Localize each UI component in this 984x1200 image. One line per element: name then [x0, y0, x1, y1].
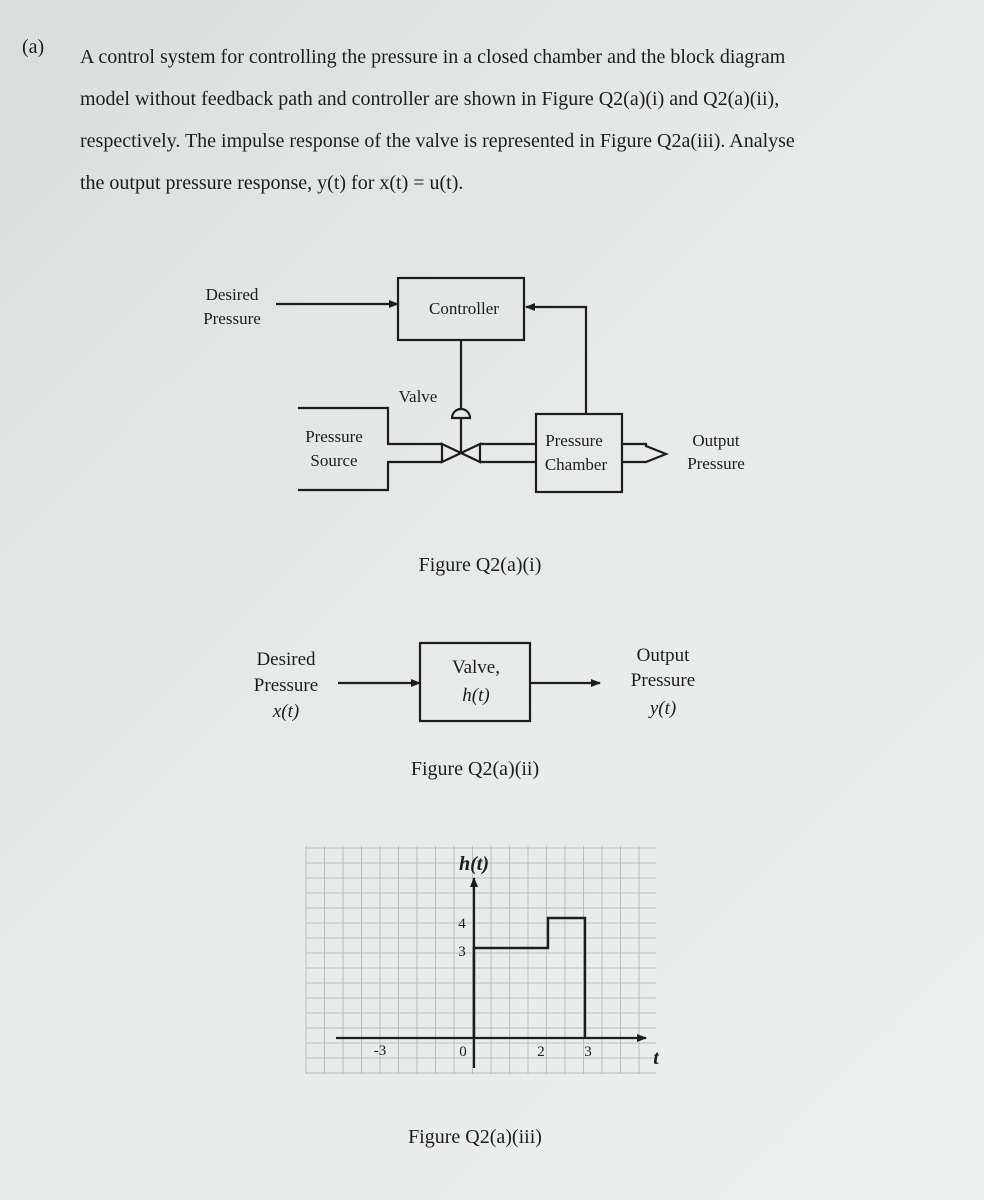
input-label: Desired: [256, 649, 316, 670]
figure-caption: Figure Q2(a)(ii): [410, 758, 540, 780]
figure-caption: Figure Q2(a)(i): [418, 554, 542, 576]
valve-actuator: [452, 409, 470, 418]
valve-label: Valve: [398, 387, 438, 406]
valve-block: [420, 643, 530, 721]
impulse-response-plot: [306, 846, 660, 1074]
x-tick-label: 0: [459, 1044, 467, 1060]
output-label: Output: [636, 645, 690, 666]
plot-xlabel: t: [653, 1047, 659, 1069]
input-label: Pressure: [253, 675, 319, 696]
question-line: A control system for controlling the pressure in a closed chamber and the block diagram: [80, 46, 786, 68]
pressure-chamber-label: Pressure: [545, 431, 603, 450]
plot-grid: [306, 846, 656, 1074]
y-tick-label: 3: [458, 944, 466, 960]
output-nozzle: [622, 444, 666, 462]
x-tick-label: 3: [584, 1044, 592, 1060]
output-signal: y(t): [649, 698, 677, 719]
pressure-chamber-label: Chamber: [544, 455, 608, 474]
question-line: model without feedback path and controller are shown in Figure Q2(a)(i) and Q2(a)(ii),: [80, 88, 780, 110]
valve-block-label: h(t): [462, 685, 490, 706]
y-tick-label: 4: [458, 916, 466, 932]
figure-caption: Figure Q2(a)(iii): [408, 1126, 542, 1148]
x-tick-label: 2: [537, 1044, 545, 1060]
input-signal: x(t): [272, 701, 300, 722]
output-label: Pressure: [630, 670, 696, 691]
output-pressure-label: Output: [692, 431, 740, 450]
controller-label: Controller: [429, 299, 499, 318]
x-tick-label: -3: [373, 1043, 387, 1059]
pressure-source-label: Source: [310, 451, 358, 470]
pressure-source-label: Pressure: [305, 427, 363, 446]
figure-q2ai: [203, 278, 745, 492]
question-line: the output pressure response, y(t) for x(t) = u(t).: [80, 172, 464, 194]
valve-block-label: Valve,: [451, 657, 501, 678]
desired-pressure-label: Pressure: [203, 309, 261, 328]
figure-q2aii: [254, 643, 695, 722]
desired-pressure-label: Desired: [205, 285, 259, 304]
plot-ylabel: h(t): [459, 853, 489, 875]
pressure-chamber: [536, 414, 622, 492]
feedback-line: [526, 307, 586, 414]
question-label: (a): [22, 36, 45, 58]
question-line: respectively. The impulse response of the valve is represented in Figure Q2a(iii). Analyse: [80, 130, 795, 152]
output-pressure-label: Pressure: [687, 454, 745, 473]
